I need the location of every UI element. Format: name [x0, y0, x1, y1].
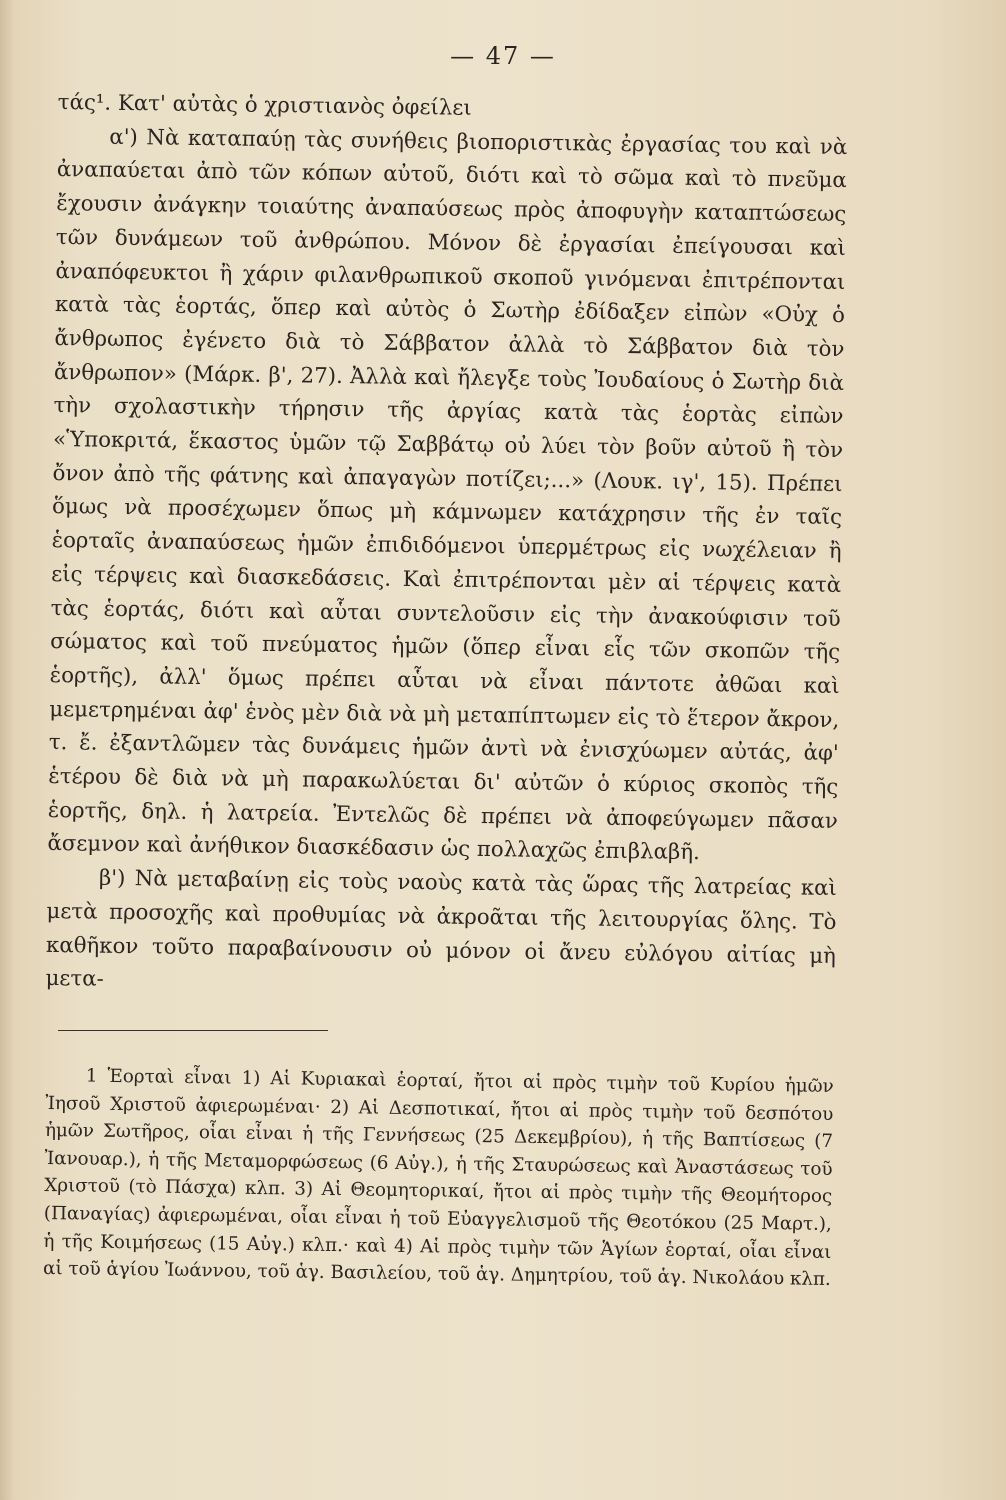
page-number: — 47 —	[450, 42, 556, 70]
main-text	[45, 86, 848, 1007]
footnote-separator	[58, 1030, 328, 1031]
paragraph-alpha: α') Νὰ καταπαύῃ τὰς συνήθεις βιοποριστικὰς ἐργασίας του καὶ νὰ ἀναπαύεται ἀπὸ τῶν κόπων αὐτοῦ, διότι καὶ τὸ σῶμα καὶ τὸ πνεῦμα ἔχουσιν ἀνάγκην τοιαύτης ἀναπαύσεως πρὸς ἀποφυγὴν καταπτώσεως τῶν δυνάμεων τοῦ ἀνθρώπου. Μόνον δὲ ἐργασίαι ἐπείγουσαι καὶ ἀναπόφευκτοι ἢ χάριν φιλανθρωπικοῦ σκοποῦ γινόμεναι ἐπιτρέπονται κατὰ τὰς ἑορτάς, ὅπερ καὶ αὐτὸς ὁ Σωτὴρ ἐδίδαξεν εἰπὼν «Οὐχ ὁ ἄνθρωπος ἐγένετο διὰ τὸ Σάββατον ἀλλὰ τὸ Σάββατον διὰ τὸν ἄνθρωπον» (Μάρκ. β', 27). Ἀλλὰ καὶ ἤλεγξε τοὺς Ἰουδαίους ὁ Σωτὴρ διὰ τὴν σχολαστικὴν τήρησιν τῆς ἀργίας κατὰ τὰς ἑορτὰς εἰπὼν «Ὑποκριτά, ἕκαστος ὑμῶν τῷ Σαββάτῳ οὐ λύει τὸν βοῦν αὐτοῦ ἢ τὸν ὄνον ἀπὸ τῆς φάτνης καὶ ἀπαγαγὼν ποτίζει;...» (Λουκ. ιγ', 15). Πρέπει ὅμως νὰ προσέχωμεν ὅπως μὴ κάμνωμεν κατάχρησιν τῆς ἐν ταῖς ἑορταῖς ἀναπαύσεως ἡμῶν ἐπιδιδόμενοι ὑπερμέτρως εἰς νωχέλειαν ἢ εἰς τέρψεις καὶ διασκεδάσεις. Καὶ ἐπιτρέπονται μὲν αἱ τέρψεις κατὰ τὰς ἑορτάς, διότι καὶ αὗται συντελοῦσιν εἰς τὴν ἀνακούφισιν τοῦ σώματος καὶ τοῦ πνεύματος ἡμῶν (ὅπερ εἶναι εἷς τῶν σκοπῶν τῆς ἑορτῆς), ἀλλ' ὅμως πρέπει αὗται νὰ εἶναι πάντοτε ἀθῶαι καὶ μεμετρημέναι ἀφ' ἑνὸς μὲν διὰ νὰ μὴ μεταπίπτωμεν εἰς τὸ ἕτερον ἄκρον, τ. ἔ. ἐξαντλῶμεν τὰς δυνάμεις ἡμῶν ἀντὶ νὰ ἐνισχύωμεν αὐτάς, ἀφ' ἑτέρου δὲ διὰ νὰ μὴ παρακωλύεται δι' αὐτῶν ὁ κύριος σκοπὸς τῆς ἑορτῆς, δηλ. ἡ λατρεία. Ἐντελῶς δὲ πρέπει νὰ ἀποφεύγωμεν πᾶσαν ἄσεμνον καὶ ἀνήθικον διασκέδασιν ὡς πολλαχῶς ἐπιβλαβῆ.	[47, 124, 848, 866]
paragraph-intro: τάς¹. Κατ' αὐτὰς ὁ χριστιανὸς ὀφείλει	[57, 89, 472, 121]
page-edge-shadow	[0, 0, 14, 1500]
footnote-text: 1 Ἑορταὶ εἶναι 1) Αἱ Κυριακαὶ ἑορταί, ἤτοι αἱ πρὸς τιμὴν τοῦ Κυρίου ἡμῶν Ἰησοῦ Χριστοῦ ἀφιερωμέναι· 2) Αἱ Δεσποτικαί, ἤτοι αἱ πρὸς τιμὴν τοῦ δεσπότου ἡμῶν Σωτῆρος, οἷαι εἶναι ἡ τῆς Γεννήσεως (25 Δεκεμβρίου), ἡ τῆς Βαπτίσεως (7 Ἰανουαρ.), ἡ τῆς Μεταμορφώσεως (6 Αὐγ.), ἡ τῆς Σταυρώσεως καὶ Ἀναστάσεως τοῦ Χριστοῦ (τὸ Πάσχα) κλπ. 3) Αἱ Θεομητορικαί, ἤτοι αἱ πρὸς τιμὴν τῆς Θεομήτορος (Παναγίας) ἀφιερωμέναι, οἷαι εἶναι ἡ τοῦ Εὐαγγελισμοῦ τῆς Θεοτόκου (25 Μαρτ.), ἡ τῆς Κοιμήσεως (15 Αὐγ.) κλπ.· καὶ 4) Αἱ πρὸς τιμὴν τῶν Ἁγίων ἑορταί, οἷαι εἶναι αἱ τοῦ ἁγίου Ἰωάννου, τοῦ ἁγ. Βασιλείου, τοῦ ἁγ. Δημητρίου, τοῦ ἁγ. Νικολάου κλπ.	[42, 1065, 834, 1291]
paragraph-beta: β') Νὰ μεταβαίνῃ εἰς τοὺς ναοὺς κατὰ τὰς ὥρας τῆς λατρείας καὶ μετὰ προσοχῆς καὶ προθυμίας νὰ ἀκροᾶται τῆς λειτουργίας ὅλης. Τὸ καθῆκον τοῦτο παραβαίνουσιν οὐ μόνον οἱ ἄνευ εὐλόγου αἰτίας μὴ μετα-	[45, 865, 838, 993]
footnote	[43, 1062, 834, 1294]
